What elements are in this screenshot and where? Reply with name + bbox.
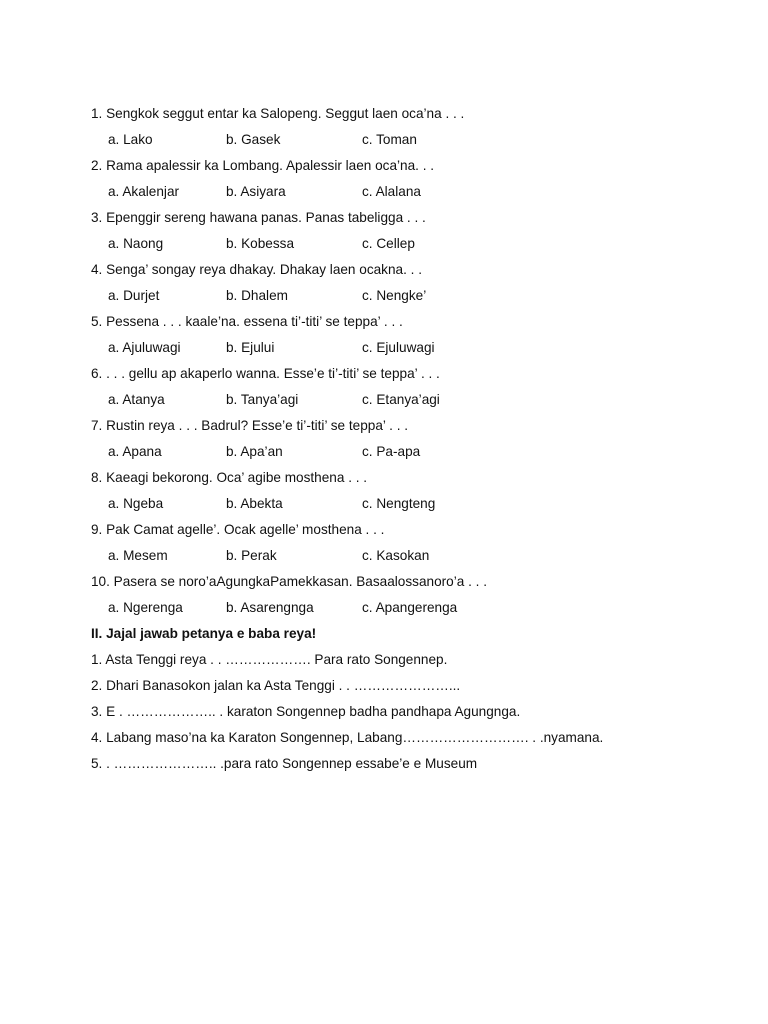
option-c: c. Pa-apa — [362, 444, 421, 459]
option-a: a. Ngerenga — [108, 600, 183, 615]
options-row — [91, 181, 731, 207]
question-3 — [91, 207, 731, 259]
options-row — [91, 493, 731, 519]
question-text: 8. Kaeagi bekorong. Oca’ agibe mosthena . . . — [91, 470, 368, 485]
question-text: 5. Pessena . . . kaale’na. essena ti’-titi’ se teppa’ . . . — [91, 314, 403, 329]
option-b: b. Kobessa — [226, 236, 295, 251]
options-row — [91, 545, 731, 571]
option-a: a. Ngeba — [108, 496, 164, 511]
section-heading: II. Jajal jawab petanya e baba reya! — [91, 626, 317, 641]
option-a: a. Atanya — [108, 392, 165, 407]
option-a: a. Durjet — [108, 288, 160, 303]
options-row — [91, 389, 731, 415]
option-c: c. Ejuluwagi — [362, 340, 435, 355]
options-row — [91, 285, 731, 311]
question-text: 3. Epenggir sereng hawana panas. Panas tabeligga . . . — [91, 210, 426, 225]
section-2 — [91, 623, 731, 779]
option-b: b. Asiyara — [226, 184, 286, 199]
question-text: 7. Rustin reya . . . Badrul? Esse’e ti’-titi’ se teppa’ . . . — [91, 418, 409, 433]
worksheet-content — [91, 103, 731, 779]
option-c: c. Kasokan — [362, 548, 430, 563]
option-a: a. Akalenjar — [108, 184, 180, 199]
option-b: b. Gasek — [226, 132, 281, 147]
question-4 — [91, 259, 731, 311]
options-row — [91, 441, 731, 467]
option-a: a. Lako — [108, 132, 153, 147]
question-2 — [91, 155, 731, 207]
question-1 — [91, 103, 731, 155]
question-text: 1. Sengkok seggut entar ka Salopeng. Seggut laen oca’na . . . — [91, 106, 465, 121]
question-text: 9. Pak Camat agelle’. Ocak agelle’ mosthena . . . — [91, 522, 385, 537]
question-text: 4. Senga’ songay reya dhakay. Dhakay laen ocakna. . . — [91, 262, 422, 277]
option-c: c. Apangerenga — [362, 600, 458, 615]
question-text: 10. Pasera se noro’aAgungkaPamekkasan. Basaalossanoro’a . . . — [91, 574, 487, 589]
option-b: b. Apa’an — [226, 444, 283, 459]
question-6 — [91, 363, 731, 415]
option-a: a. Naong — [108, 236, 164, 251]
question-9 — [91, 519, 731, 571]
options-row — [91, 233, 731, 259]
question-10 — [91, 571, 731, 623]
option-a: a. Apana — [108, 444, 162, 459]
option-c: c. Etanya’agi — [362, 392, 440, 407]
option-b: b. Abekta — [226, 496, 283, 511]
option-b: b. Asarengnga — [226, 600, 314, 615]
option-a: a. Mesem — [108, 548, 168, 563]
option-c: c. Nengteng — [362, 496, 436, 511]
question-text: 2. Rama apalessir ka Lombang. Apalessir laen oca’na. . . — [91, 158, 435, 173]
option-c: c. Toman — [362, 132, 417, 147]
option-b: b. Dhalem — [226, 288, 288, 303]
question-5 — [91, 311, 731, 363]
option-c: c. Alalana — [362, 184, 421, 199]
question-7 — [91, 415, 731, 467]
option-c: c. Cellep — [362, 236, 415, 251]
question-text: 6. . . . gellu ap akaperlo wanna. Esse’e ti’-titi’ se teppa’ . . . — [91, 366, 440, 381]
option-a: a. Ajuluwagi — [108, 340, 181, 355]
question-8 — [91, 467, 731, 519]
option-b: b. Tanya’agi — [226, 392, 299, 407]
essay-item-1: 1. Asta Tenggi reya . . ………………. Para rato Songennep. — [91, 652, 448, 667]
option-c: c. Nengke’ — [362, 288, 427, 303]
essay-item-2: 2. Dhari Banasokon jalan ka Asta Tenggi . . …………………... — [91, 678, 461, 693]
option-b: b. Ejului — [226, 340, 275, 355]
essay-item-5: 5. . ………………….. .para rato Songennep essabe’e e Museum — [91, 756, 478, 771]
essay-item-3: 3. E . ……………….. . karaton Songennep badha pandhapa Agungnga. — [91, 704, 521, 719]
option-b: b. Perak — [226, 548, 277, 563]
essay-item-4: 4. Labang maso’na ka Karaton Songennep, Labang………………………. . .nyamana. — [91, 730, 604, 745]
options-row — [91, 597, 731, 623]
options-row — [91, 129, 731, 155]
options-row — [91, 337, 731, 363]
